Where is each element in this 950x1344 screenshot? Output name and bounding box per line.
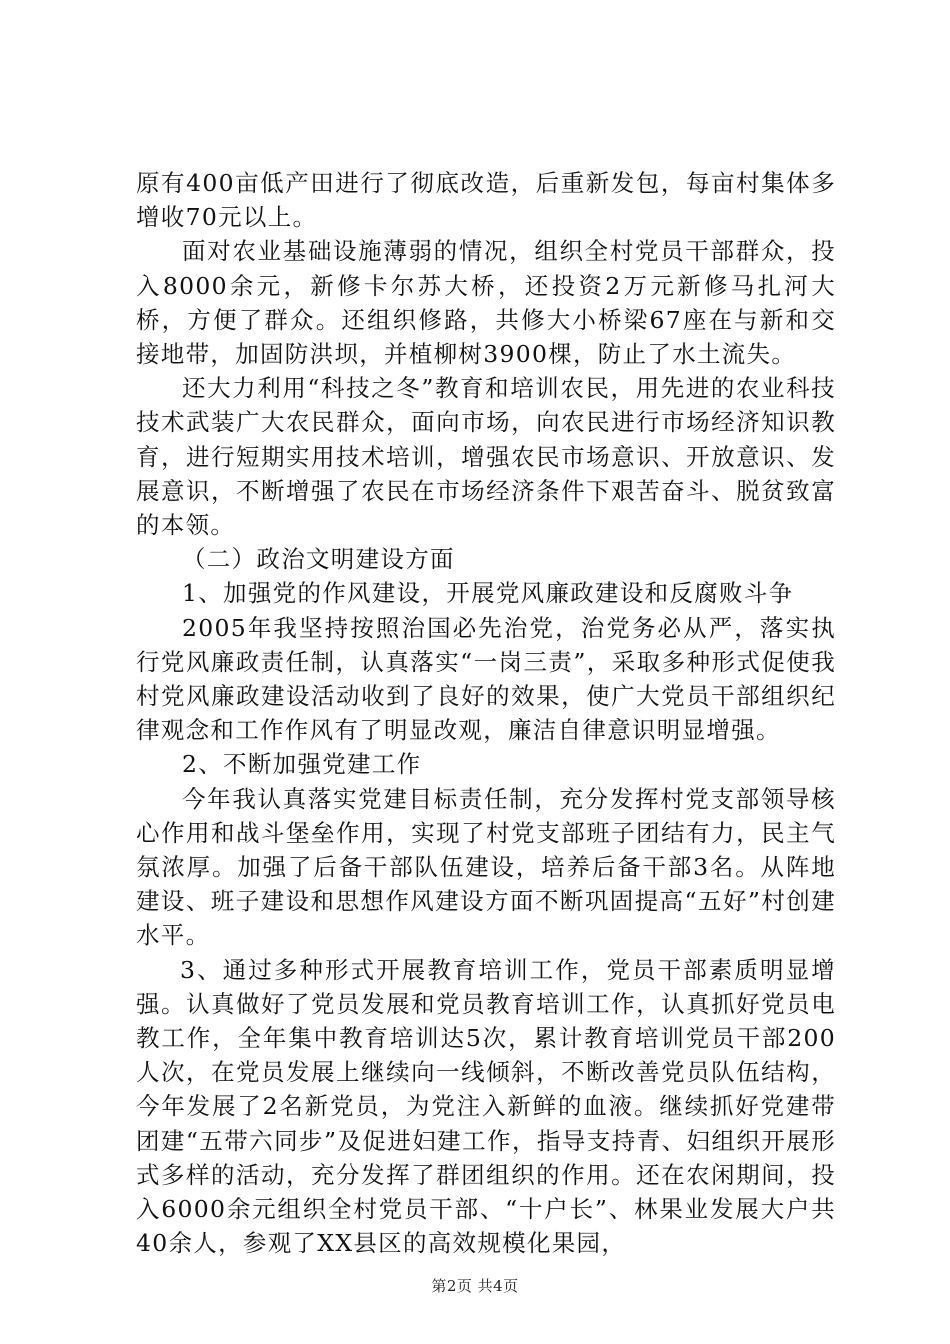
paragraph-continuation: 原有400亩低产田进行了彻底改造，后重新发包，每亩村集体多增收70元以上。 [136, 169, 836, 232]
subheading-party-building: 2、不断加强党建工作 [182, 750, 422, 779]
subheading-party-conduct: 1、加强党的作风建设，开展党风廉政建设和反腐败斗争 [182, 579, 794, 608]
paragraph-infrastructure: 面对农业基础设施薄弱的情况，组织全村党员干部群众，投入8000余元，新修卡尔苏大桥，还投资2万元新修马扎河大桥，方便了群众。还组织修路，共修大小桥梁67座在与新和交接地带，加固防洪坝，并植柳树3900棵，防止了水土流失。 [136, 237, 836, 369]
paragraph-training: 还大力利用“科技之冬”教育和培训农民，用先进的农业科技技术武装广大农民群众，面向市场，向农民进行市场经济知识教育，进行短期实用技术培训，增强农民市场意识、开放意识、发展意识，不断增强了农民在市场经济条件下艰苦奋斗、脱贫致富的本领。 [136, 374, 836, 540]
paragraph-education-training: 3、通过多种形式开展教育培训工作，党员干部素质明显增强。认真做好了党员发展和党员教育培训工作，认真抓好党员电教工作，全年集中教育培训达5次，累计教育培训党员干部200人次，在党员发展上继续向一线倾斜，不断改善党员队伍结构，今年发展了2名新党员，为党注入新鲜的血液。继续抓好党建带团建“五带六同步”及促进妇建工作，指导支持青、妇组织开展形式多样的活动，充分发挥了群团组织的作用。还在农闲期间，投入6000余元组织全村党员干部、“十户长”、林果业发展大户共40余人，参观了XX县区的高效规模化果园， [136, 955, 836, 1258]
paragraph-party-building: 今年我认真落实党建目标责任制，充分发挥村党支部领导核心作用和战斗堡垒作用，实现了村党支部班子团结有力，民主气氛浓厚。加强了后备干部队伍建设，培养后备干部3名。从阵地建设、班子建设和思想作风建设方面不断巩固提高“五好”村创建水平。 [136, 784, 836, 950]
page-footer: 第2页 共4页 [431, 1277, 519, 1295]
section-heading-political: （二）政治文明建设方面 [182, 545, 455, 574]
paragraph-party-conduct: 2005年我坚持按照治国必先治党，治党务必从严，落实执行党风廉政责任制，认真落实“一岗三责”，采取多种形式促使我村党风廉政建设活动收到了良好的效果，使广大党员干部组织纪律观念和工作作风有了明显改观，廉洁自律意识明显增强。 [136, 613, 836, 745]
document-body [136, 166, 836, 1261]
